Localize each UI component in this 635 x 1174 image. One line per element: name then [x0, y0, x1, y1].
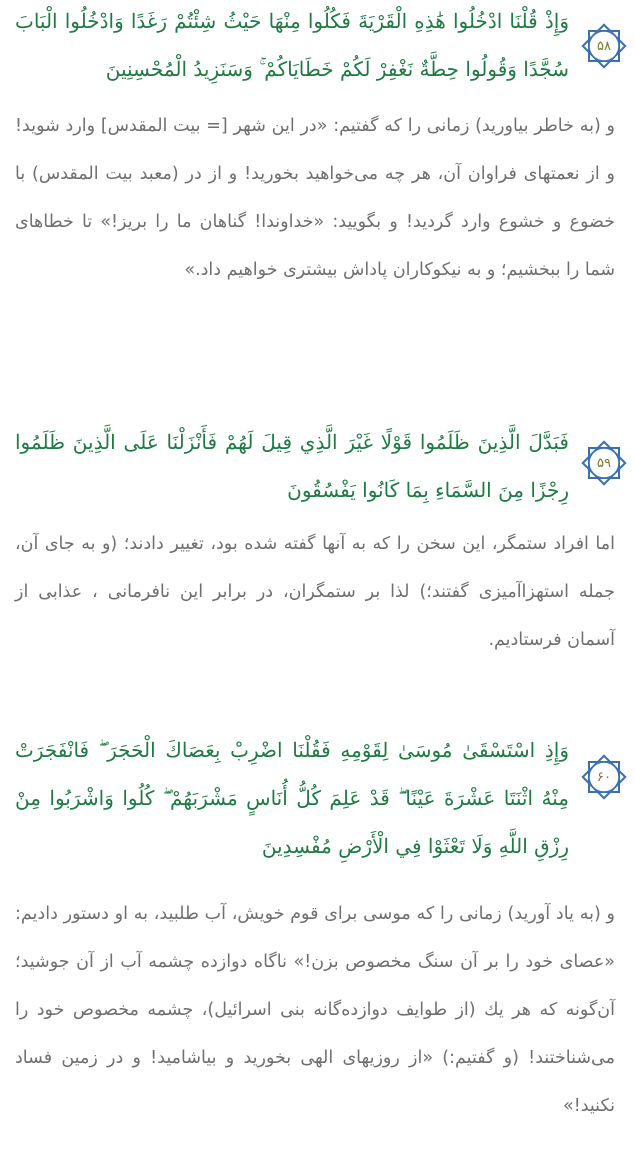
arabic-verse-text: وَإِذِ اسْتَسْقَىٰ مُوسَىٰ لِقَوْمِهِ فَقُلْنَا اضْرِبْ بِعَصَاكَ الْحَجَرَ ۖ فَانْفَجَرَتْ مِنْهُ اثْنَتَا عَشْرَةَ عَيْنًا ۖ قَدْ عَلِمَ كُلُّ أُنَاسٍ مَشْرَبَهُمْ ۖ كُلُوا وَاشْرَبُوا مِنْ رِزْقِ اللَّهِ وَلَا تَعْثَوْا فِي الْأَرْضِ مُفْسِدِينَ — [15, 738, 569, 858]
persian-translation: و (به خاطر بیاورید) زمانی را که گفتیم: «در این شهر [= بیت المقدس] وارد شوید! و از نعمتهای فراوان آن، هر چه می‌خواهید بخورید! و از در (معبد بیت المقدس) با خضوع و خشوع وارد گردید! و بگویید: «خداوندا! گناهان ما را بریز!» تا خطاهای شما را ببخشیم؛ و به نیکوکاران پاداش بیشتری خواهیم داد.» — [15, 116, 615, 280]
verse-number: ۶۰ — [597, 769, 611, 785]
verse-number-badge — [579, 21, 629, 71]
arabic-verse-text: وَإِذْ قُلْنَا ادْخُلُوا هَٰذِهِ الْقَرْيَةَ فَكُلُوا مِنْهَا حَيْثُ شِئْتُمْ رَغَدًا وَادْخُلُوا الْبَابَ سُجَّدًا وَقُولُوا حِطَّةٌ نَغْفِرْ لَكُمْ خَطَايَاكُمْ ۚ وَسَنَزِيدُ الْمُحْسِنِينَ — [15, 9, 569, 81]
verse-block — [0, 0, 635, 360]
persian-translation: اما افراد ستمگر، این سخن را که به آنها گفته شده بود، تغییر دادند؛ (و به جای آن، جمله استهزاآمیزی گفتند؛) لذا بر ستمگران، در برابر این نافرمانی ، عذابی از آسمان فرستادیم. — [15, 534, 615, 650]
verse-number-badge — [579, 752, 629, 802]
verse-block — [0, 720, 635, 1174]
verse-block — [0, 410, 635, 670]
persian-translation: و (به یاد آورید) زمانی را که موسی برای قوم خویش، آب طلبید، به او دستور دادیم: «عصای خود را بر آن سنگ مخصوص بزن!» ناگاه دوازده چشمه آب از آن جوشید؛ آن‌گونه که هر یك (از طوایف دوازده‌گانه بنی اسرائیل)، چشمه مخصوص خود را می‌شناختند! (و گفتیم:) «از روزیهای الهی بخورید و بیاشامید! و در زمین فساد نکنید!» — [15, 904, 615, 1116]
verse-number: ۵۹ — [597, 455, 611, 471]
verse-number: ۵۸ — [597, 38, 611, 54]
verse-number-badge — [579, 438, 629, 488]
arabic-verse-text: فَبَدَّلَ الَّذِينَ ظَلَمُوا قَوْلًا غَيْرَ الَّذِي قِيلَ لَهُمْ فَأَنْزَلْنَا عَلَى الَّذِينَ ظَلَمُوا رِجْزًا مِنَ السَّمَاءِ بِمَا كَانُوا يَفْسُقُونَ — [15, 430, 569, 502]
